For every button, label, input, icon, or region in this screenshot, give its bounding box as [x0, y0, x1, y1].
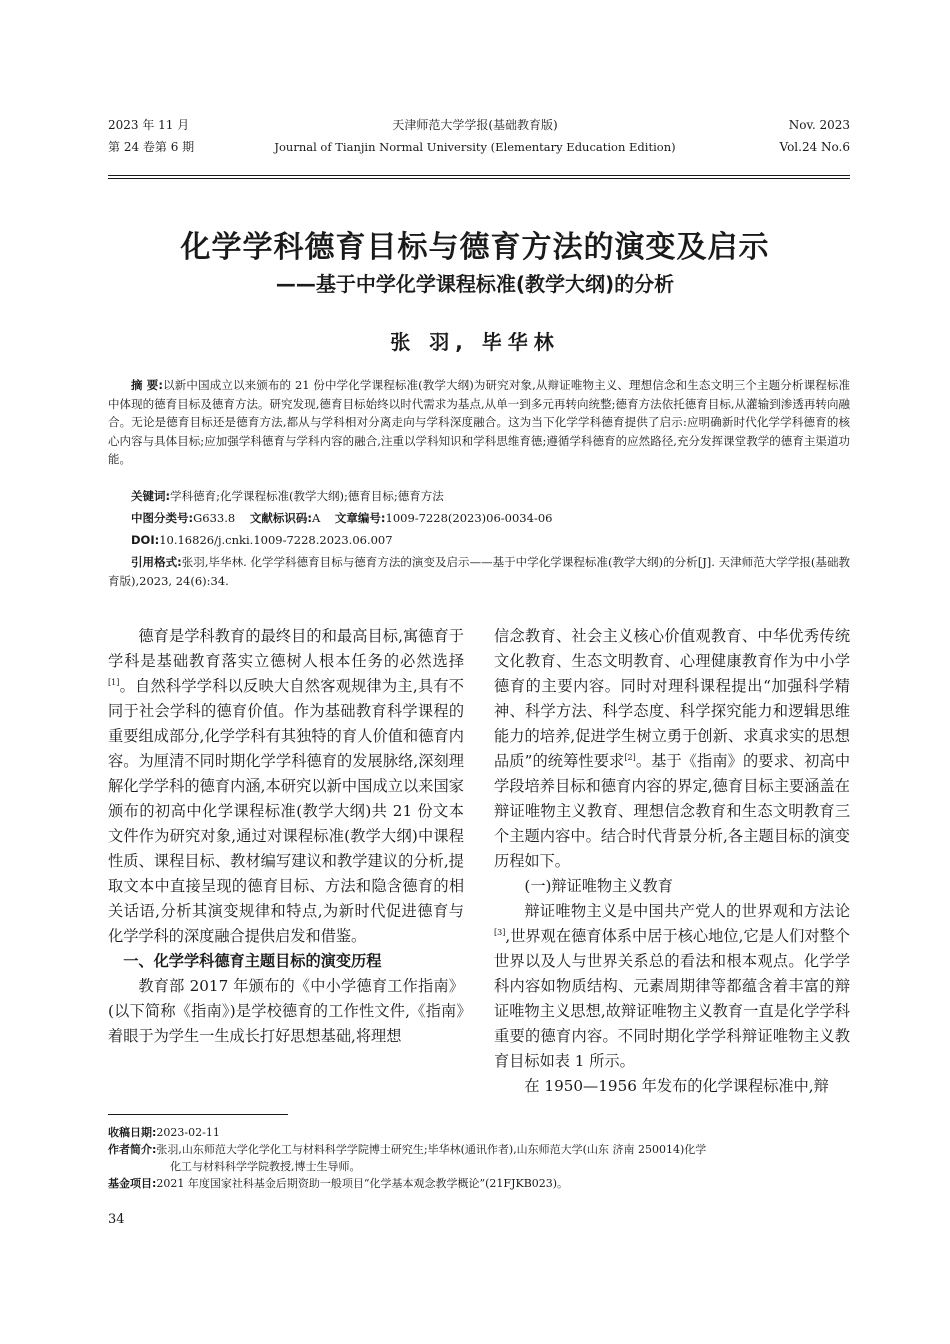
doccode-label: 文献标识码:: [249, 511, 312, 525]
header-date-en: Nov. 2023: [788, 118, 850, 132]
body-left-column: [108, 624, 464, 1049]
citation-ref: [3]: [494, 927, 506, 937]
header-rule: [108, 175, 850, 176]
header-journal-en: Journal of Tianjin Normal University (Elementary Education Edition): [274, 140, 676, 154]
citation: [108, 553, 850, 590]
footnote-author: [108, 1141, 850, 1158]
citation-ref: [1]: [108, 677, 120, 687]
abstract-text: 以新中国成立以来颁布的 21 份中学化学课程标准(教学大纲)为研究对象,从辩证唯物主义、理想信念和生态文明三个主题分析课程标准中体现的德育目标及德育方法。研究发现,德育目标始终以时代需求为基点,从单一到多元再转向统整;德育方法依托德育目标,从灌输到渗透再转向融合。无论是德育目标还是德育方法,都从与学科相对分离走向与学科深度融合。这为当下化学学科德育提供了启示:应明确新时代化学学科德育的核心内容与具体目标;应加强学科德育与学科内容的融合,注重以学科知识和学科思维育德;遵循学科德育的应然路径,充分发挥课堂教学的德育主渠道功能。: [108, 378, 850, 466]
header-journal-cn: 天津师范大学学报(基础教育版): [392, 118, 558, 132]
section-heading: 一、化学学科德育主题目标的演变历程: [123, 952, 382, 970]
authors: 张 羽, 毕华林: [390, 330, 560, 354]
text-run: 。自然科学学科以反映大自然客观规律为主,具有不同于社会学科的德育价值。作为基础教育科学课程的重要组成部分,化学学科有其独特的育人价值和德育内容。为厘清不同时期化学学科德育的发展脉络,深刻理解化学学科的德育内涵,本研究以新中国成立以来国家颁布的初高中化学课程标准(教学大纲)共 21 份文本文件作为研究对象,通过对课程标准(教学大纲)中课程性质、课程目标、教材编写建议和教学建议的分析,提取文本中直接呈现的德育目标、方法和隐含德育的相关话语,分析其演变规律和特点,为新时代促进德育与化学学科的深度融合提供启发和借鉴。: [108, 677, 464, 945]
received-date: 2023-02-11: [156, 1126, 220, 1139]
text-run: 辩证唯物主义是中国共产党人的世界观和方法论: [524, 902, 850, 920]
citation-ref: [2]: [624, 752, 636, 762]
header-volume-issue-en: Vol.24 No.6: [779, 140, 850, 154]
paragraph: [494, 899, 850, 1074]
articleno-label: 文章编号:: [334, 511, 386, 525]
paragraph: [108, 624, 464, 949]
fund-text: 2021 年度国家社科基金后期资助一般项目“化学基本观念教学概论”(21FJKB023)。: [156, 1177, 569, 1190]
clc-label: 中图分类号:: [131, 511, 194, 525]
header-volume-issue: 第 24 卷第 6 期: [108, 140, 195, 154]
clc-value: G633.8: [193, 511, 236, 525]
text-run: ,世界观在德育体系中居于核心地位,它是人们对整个世界以及人与世界关系总的看法和根本观点。化学学科内容如物质结构、元素周期律等都蕴含着丰富的辩证唯物主义思想,故辩证唯物主义教育一直是化学学科重要的德育内容。不同时期化学学科辩证唯物主义教育目标如表 1 所示。: [494, 927, 850, 1070]
footnote-rule: [108, 1114, 288, 1115]
received-label: 收稿日期:: [108, 1126, 157, 1139]
text-run: 。基于《指南》的要求、初高中学段培养目标和德育内容的界定,德育目标主要涵盖在辩证唯物主义教育、理想信念教育和生态文明教育三个主题内容中。结合时代背景分析,各主题目标的演变历程如下。: [494, 752, 851, 870]
footnote-author-cont: 化工与材料科学学院教授,博士生导师。: [170, 1160, 361, 1173]
author-bio-label: 作者简介:: [108, 1143, 157, 1156]
fund-label: 基金项目:: [108, 1177, 157, 1190]
subsection-heading: (一)辩证唯物主义教育: [524, 877, 673, 895]
articleno-value: 1009-7228(2023)06-0034-06: [385, 511, 553, 525]
abstract: [108, 376, 850, 469]
classification-line: [108, 509, 850, 528]
paragraph: [494, 624, 850, 874]
keywords-label: 关键词:: [131, 489, 171, 503]
paragraph: 教育部 2017 年颁布的《中小学德育工作指南》(以下简称《指南》)是学校德育的工作性文件,《指南》着眼于为学生一生成长打好思想基础,将理想: [108, 977, 464, 1045]
doccode-value: A: [311, 511, 321, 525]
text-run: 信念教育、社会主义核心价值观教育、中华优秀传统文化教育、生态文明教育、心理健康教育作为中小学德育的主要内容。同时对理科课程提出“加强科学精神、科学方法、科学态度、科学探究能力和逻辑思维能力的培养,促进学生树立勇于创新、求真求实的思想品质”的统筹性要求: [494, 627, 850, 770]
header-rule-thin: [108, 178, 850, 179]
body-right-column: [494, 624, 850, 1099]
cite-label: 引用格式:: [131, 555, 182, 569]
cite-text: 张羽,毕华林. 化学学科德育目标与德育方法的演变及启示——基于中学化学课程标准(教学大纲)的分析[J]. 天津师范大学学报(基础教育版),2023, 24(6):34.: [108, 555, 850, 588]
doi-line: [108, 531, 850, 550]
keywords-text: 学科德育;化学课程标准(教学大纲);德育目标;德育方法: [170, 489, 444, 503]
doi-label: DOI:: [131, 533, 160, 547]
article-title: 化学学科德育目标与德育方法的演变及启示: [180, 230, 770, 265]
header-date: 2023 年 11 月: [108, 118, 190, 132]
page-number: 34: [108, 1212, 125, 1227]
abstract-label: 摘 要:: [131, 378, 164, 392]
footnote-fund: [108, 1175, 850, 1192]
article-subtitle: ——基于中学化学课程标准(教学大纲)的分析: [275, 272, 675, 296]
author-bio-line1: 张羽,山东师范大学化学化工与材料科学学院博士研究生;毕华林(通讯作者),山东师范大学(山东 济南 250014)化学: [156, 1143, 707, 1156]
text-run: 德育是学科教育的最终目的和最高目标,寓德育于学科是基础教育落实立德树人根本任务的必然选择: [108, 627, 464, 670]
doi-value: 10.16826/j.cnki.1009-7228.2023.06.007: [159, 533, 393, 547]
keywords: [108, 487, 850, 506]
footnote-received: [108, 1124, 850, 1141]
paragraph: 在 1950—1956 年发布的化学课程标准中,辩: [524, 1077, 829, 1095]
